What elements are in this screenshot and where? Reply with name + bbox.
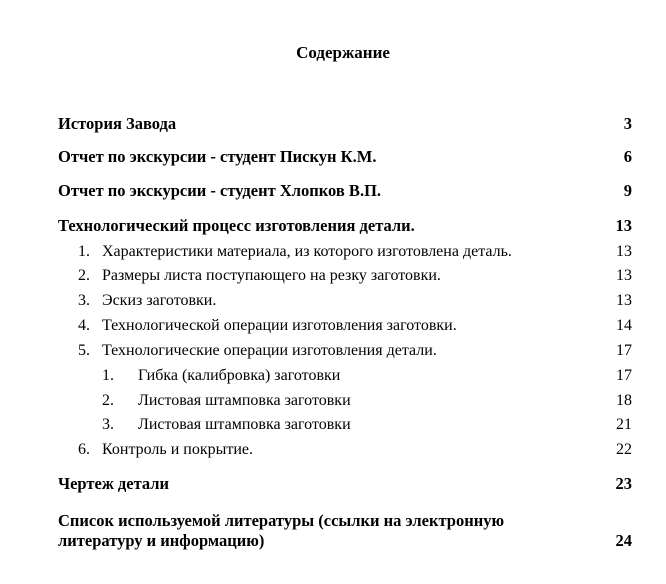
toc-entry-number: 3. [102,416,114,433]
toc-entry-label: Технологический процесс изготовления детали. [58,216,415,235]
toc-entry-number: 6. [78,441,90,458]
toc-entry-page: 22 [616,441,632,458]
toc-entry-number: 1. [78,243,90,260]
toc-entry-page: 13 [616,292,632,309]
toc-entry-page: 17 [616,342,632,359]
toc-entry-page: 23 [615,474,632,493]
toc-entry-label: Характеристики материала, из которого изготовлена деталь. [102,243,512,260]
toc-entry-label: Список используемой литературы (ссылки на электронную литературу и информацию) [58,511,505,550]
toc-entry-number: 1. [102,367,114,384]
toc-entry-page: 14 [616,317,632,334]
toc-entry-number: 4. [78,317,90,334]
toc-entry-number: 2. [102,392,114,409]
toc-entry-page: 13 [616,267,632,284]
toc-entry-label: Чертеж детали [58,474,170,493]
toc-entry-label: Листовая штамповка заготовки [138,416,351,433]
toc-entry-number: 5. [78,342,90,359]
toc-entry-page: 21 [616,416,632,433]
toc-entry-label: Эскиз заготовки. [102,292,217,309]
toc-entry-page: 17 [616,367,632,384]
toc-entry-label: Отчет по экскурсии - студент Хлопков В.П. [58,181,382,200]
toc-entry-number: 2. [78,267,90,284]
toc-entry-page: 3 [623,114,632,133]
toc-entry-page: 13 [615,216,632,235]
toc-entry-page: 9 [623,181,632,200]
toc-entry-page: 24 [615,531,632,550]
toc-entry-label: Технологические операции изготовления детали. [102,342,437,359]
toc-entry-label: Технологической операции изготовления заготовки. [102,317,457,334]
toc-entry-label: Гибка (калибровка) заготовки [138,367,341,384]
toc-entry-label: Контроль и покрытие. [102,441,253,458]
toc-entry-label: Отчет по экскурсии - студент Пискун К.М. [58,147,377,166]
toc-entry-number: 3. [78,292,90,309]
toc-entry-page: 6 [623,147,632,166]
page-title: Содержание [296,43,390,62]
toc-entry-label: Размеры листа поступающего на резку заготовки. [102,267,441,284]
toc-entry-page: 13 [616,243,632,260]
toc-entry-page: 18 [616,392,632,409]
toc-entry-label: Листовая штамповка заготовки [138,392,351,409]
toc-entry-label: История Завода [58,114,177,133]
